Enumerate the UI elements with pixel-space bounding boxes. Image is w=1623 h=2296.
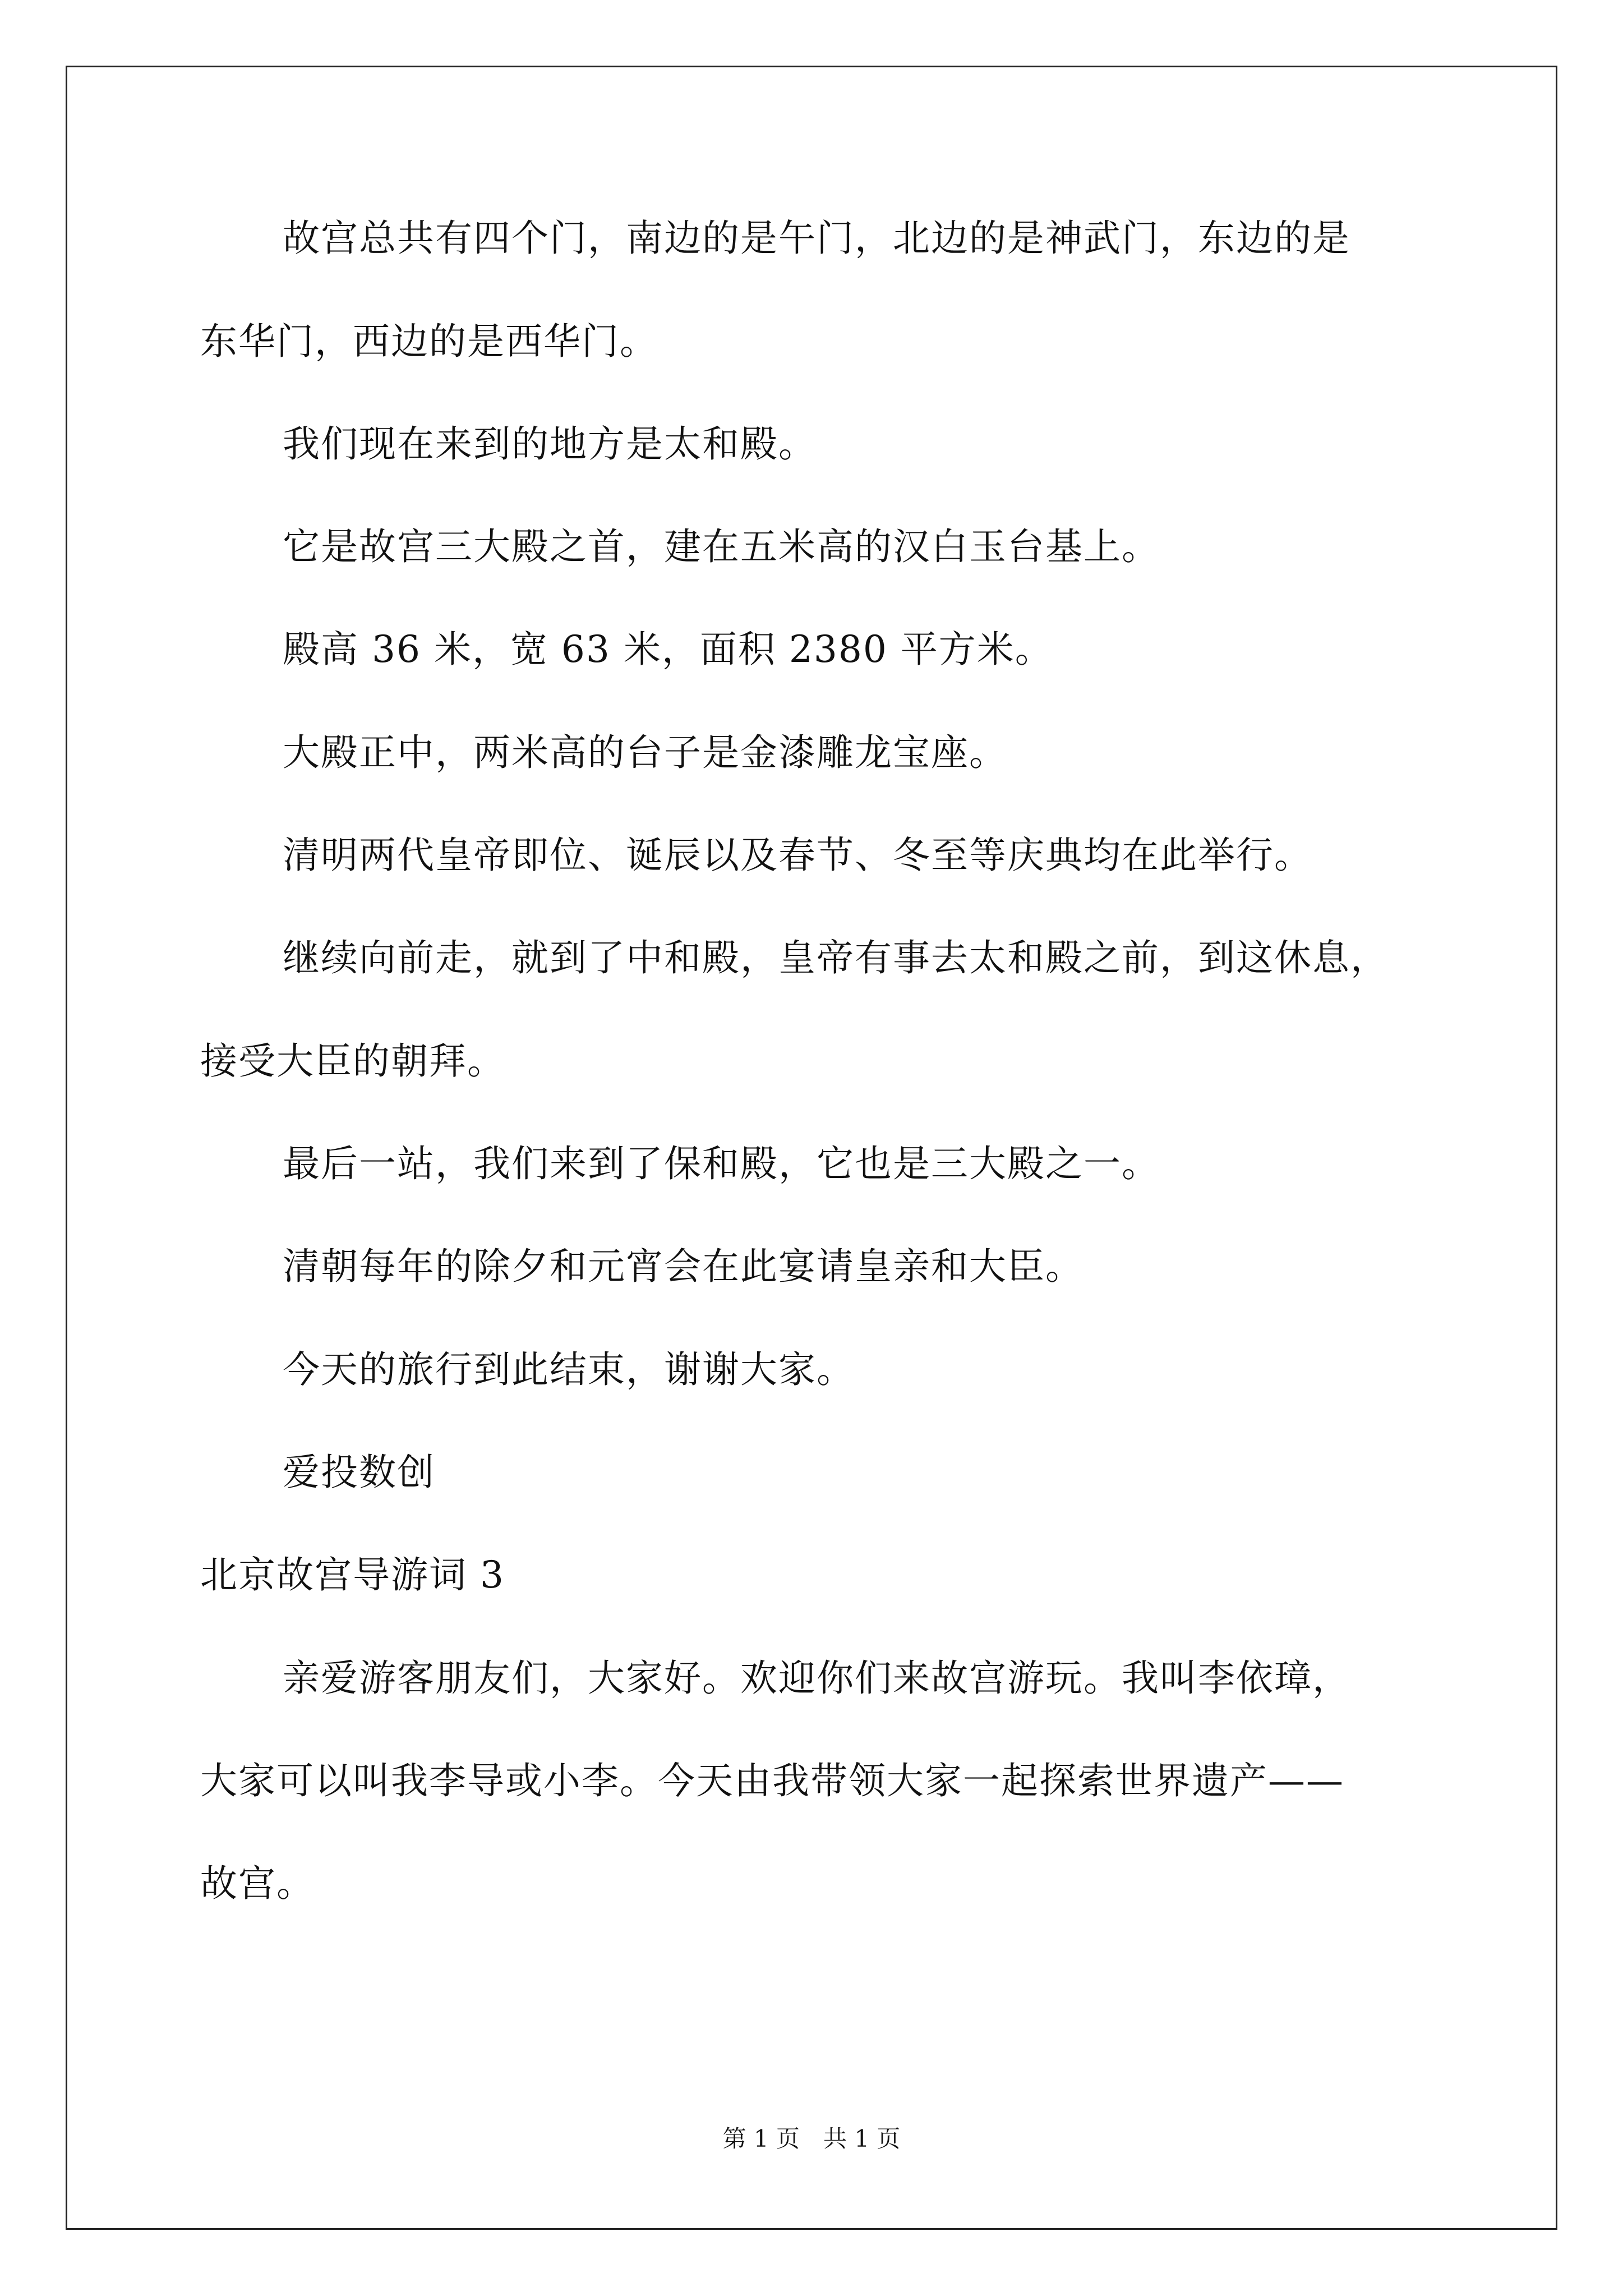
paragraph-line: 东华门，西边的是西华门。: [200, 320, 658, 363]
page-number-label: 第 1 页 共 1 页: [722, 2125, 901, 2152]
paragraph-line: 它是故宫三大殿之首，建在五米高的汉白玉台基上。: [283, 525, 1160, 568]
page-footer: [0, 2125, 1623, 2153]
paragraph-line: 故宫。: [200, 1862, 315, 1905]
paragraph-line: 殿高 36 米，宽 63 米，面积 2380 平方米。: [283, 628, 1053, 671]
paragraph-line: 大殿正中，两米高的台子是金漆雕龙宝座。: [283, 731, 1007, 774]
paragraph-line: 今天的旅行到此结束，谢谢大家。: [283, 1348, 855, 1391]
paragraph-line: 最后一站，我们来到了保和殿，它也是三大殿之一。: [283, 1142, 1160, 1185]
section-heading: 北京故宫导游词 3: [200, 1553, 505, 1596]
paragraph-line: 大家可以叫我李导或小李。今天由我带领大家一起探索世界遗产——: [200, 1759, 1344, 1802]
paragraph-line: 继续向前走，就到了中和殿，皇帝有事去太和殿之前，到这休息，: [283, 936, 1389, 979]
paragraph-line: 清明两代皇帝即位、诞辰以及春节、冬至等庆典均在此举行。: [283, 834, 1312, 877]
paragraph-line: 爱投数创: [283, 1451, 435, 1494]
paragraph-line: 我们现在来到的地方是太和殿。: [283, 422, 817, 466]
paragraph-line: 清朝每年的除夕和元宵会在此宴请皇亲和大臣。: [283, 1245, 1083, 1288]
paragraph-line: 故宫总共有四个门，南边的是午门，北边的是神武门，东边的是: [283, 217, 1350, 260]
paragraph-line: 接受大臣的朝拜。: [200, 1039, 505, 1083]
paragraph-line: 亲爱游客朋友们，大家好。欢迎你们来故宫游玩。我叫李依璋，: [283, 1657, 1350, 1700]
